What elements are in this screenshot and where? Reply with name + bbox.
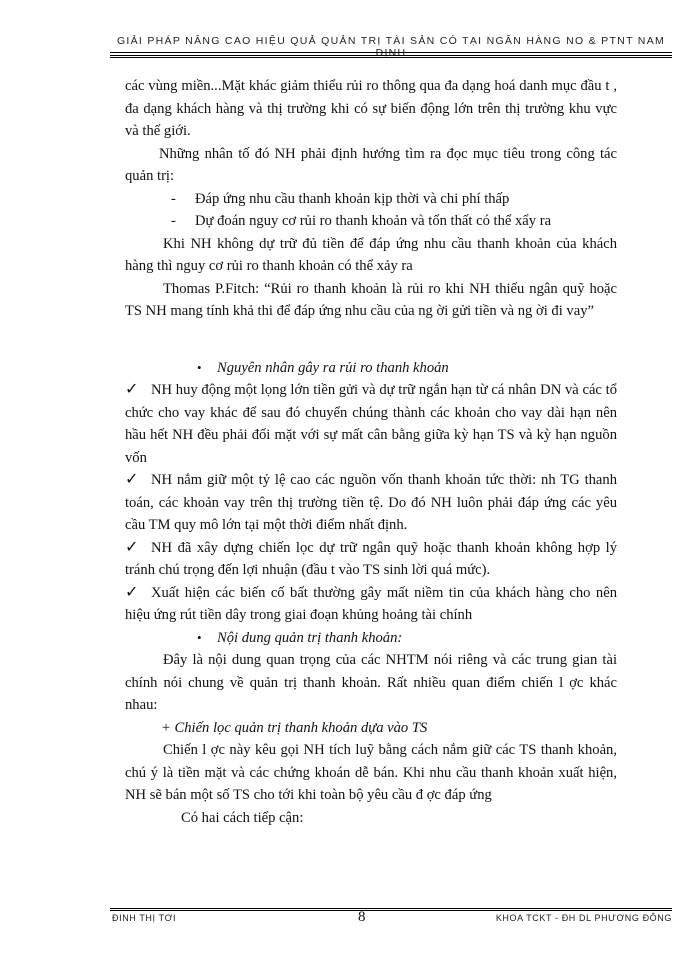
footer-institution: KHOA TCKT - ĐH DL PHƯƠNG ĐÔNG bbox=[495, 913, 672, 923]
dash-icon: - bbox=[171, 190, 176, 207]
check-item: ✓ NH đã xây dựng chiến lọc dự trữ ngân quỹ hoặc thanh khoản không hợp lý tránh chú trọng đến lợi nhuận (đầu t vào TS sinh lời quá mức). bbox=[125, 538, 617, 578]
dash-item: - Dự đoán nguy cơ rủi ro thanh khoản và tổn thất có thể xẩy ra bbox=[171, 210, 617, 233]
paragraph: các vùng miền...Mặt khác giảm thiểu rủi ro thông qua đa dạng hoá danh mục đầu t , đa dạng khách hàng và thị trường khi có sự biến động lớn trên thị trường khu vực và thế giới. bbox=[125, 78, 617, 139]
checkmark-icon: ✓ bbox=[125, 381, 139, 398]
paragraph: Đây là nội dung quan trọng của các NHTM nói riêng và các trung gian tài chính nói chung về quản trị thanh khoản. Rất nhiều quan điểm chiến l ợc khác nhau: bbox=[125, 652, 617, 713]
running-header: GIẢI PHÁP NÂNG CAO HIỆU QUẢ QUẢN TRỊ TÀI SẢN CÓ TẠI NGÂN HÀNG NO & PTNT NAM ĐỊNH bbox=[116, 35, 666, 59]
subheading: + Chiến lọc quản trị thanh khoản dựa vào TS bbox=[161, 719, 428, 736]
footer-rule bbox=[110, 908, 672, 911]
dash-item: - Đáp ứng nhu cầu thanh khoản kịp thời và chi phí thấp bbox=[171, 188, 617, 211]
paragraph: Những nhân tố đó NH phải định hướng tìm ra đọc mục tiêu trong công tác quản trị: bbox=[125, 145, 617, 184]
checkmark-icon: ✓ bbox=[125, 583, 139, 601]
paragraph: Có hai cách tiếp cận: bbox=[181, 809, 304, 826]
bullet-icon: • bbox=[197, 629, 202, 645]
paragraph: Khi NH không dự trữ đủ tiền để đáp ứng nhu cầu thanh khoản của khách hàng thì nguy cơ rủi ro thanh khoản có thể xảy ra bbox=[125, 235, 617, 274]
checkmark-icon: ✓ bbox=[125, 471, 139, 488]
page-number: 8 bbox=[358, 909, 366, 925]
paragraph: Chiến l ợc này kêu gọi NH tích luỹ bằng cách nắm giữ các TS thanh khoản, chú ý là tiền mặt và các chứng khoán dễ bán. Khi nhu cầu thanh khoản xuất hiện, NH sẽ bán một số TS cho tới khi toàn bộ yêu cầu đ ợc đáp ứng bbox=[125, 742, 617, 803]
check-item: ✓ NH huy động một lọng lớn tiền gửi và dự trữ ngắn hạn từ cá nhân DN và các tổ chức cho vay khác để sau đó chuyển chúng thành các khoản cho vay dài hạn nên hầu hết NH đều phải đối mặt với sự mất cân bằng giữa kỳ hạn TS và kỳ hạn nguồn vốn bbox=[125, 381, 617, 466]
header-rule bbox=[110, 52, 672, 58]
dash-icon: - bbox=[171, 213, 176, 229]
bullet-heading: • Nội dung quản trị thanh khoản: bbox=[197, 627, 617, 650]
checkmark-icon: ✓ bbox=[125, 538, 139, 556]
page-body bbox=[125, 75, 617, 829]
paragraph: Thomas P.Fitch: “Rủi ro thanh khoản là rủi ro khi NH thiếu ngân quỹ hoặc TS NH mang tính khả thi để đáp ứng nhu cầu của ng ời gửi tiền và ng ời đi vay” bbox=[125, 280, 617, 319]
bullet-heading: • Nguyên nhân gây ra rủi ro thanh khoản bbox=[197, 357, 617, 380]
check-item: ✓ Xuất hiện các biến cố bất thường gây mất niềm tin của khách hàng cho nên hiệu ứng rút tiền dây trong giai đoạn khủng hoảng tài chính bbox=[125, 583, 617, 623]
check-item: ✓ NH nắm giữ một tỷ lệ cao các nguồn vốn thanh khoản tức thời: nh TG thanh toán, các khoản vay trên thị trường tiền tệ. Do đó NH luôn phải đáp ứng các yêu cầu TM quy mô lớn tại một thời điểm nhất định. bbox=[125, 471, 617, 533]
footer-author: ĐINH THỊ TƠI bbox=[112, 913, 177, 923]
bullet-icon: • bbox=[197, 359, 202, 375]
